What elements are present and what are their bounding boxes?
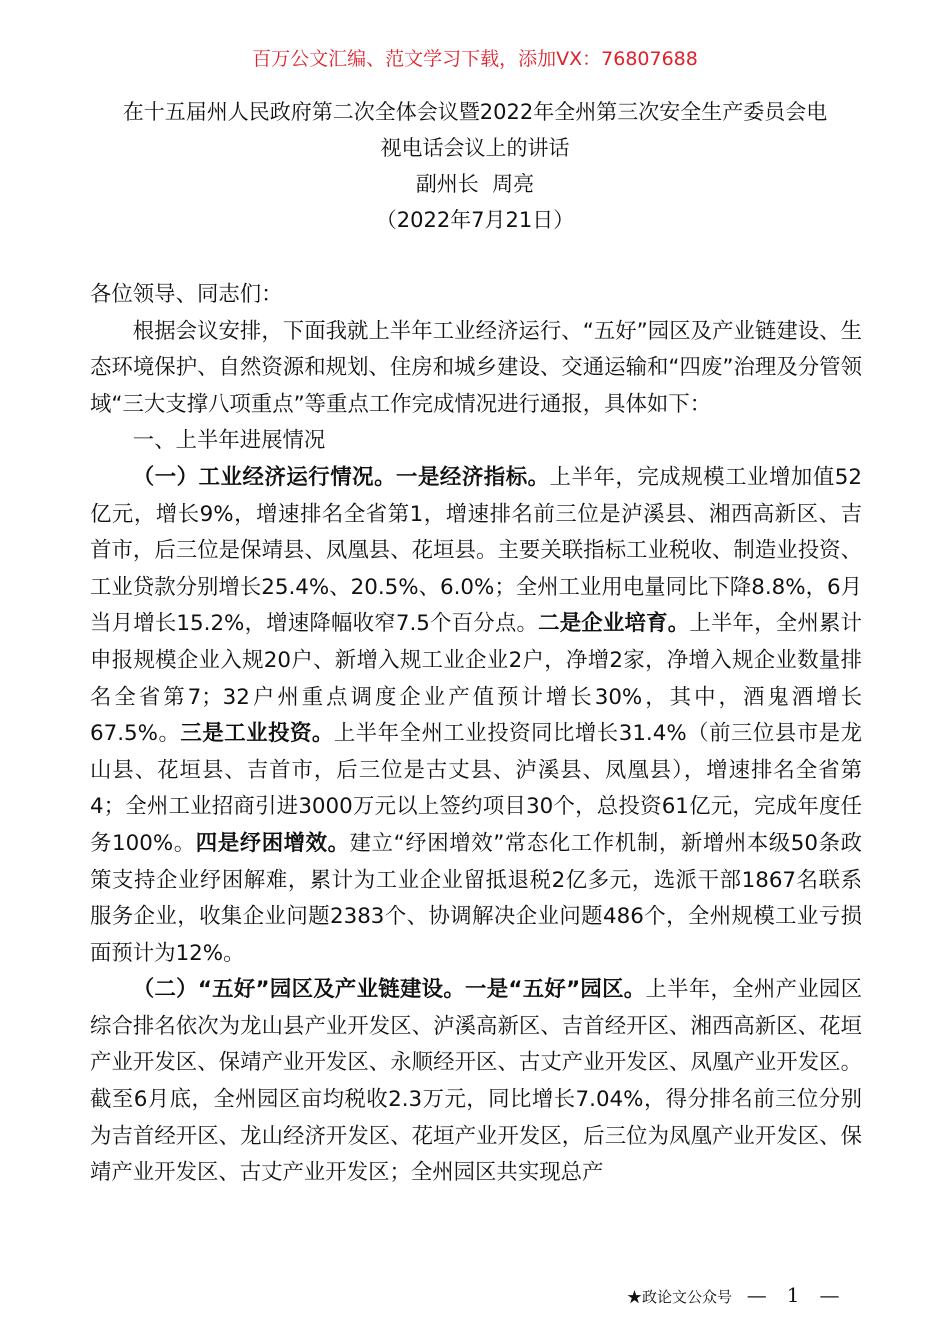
- page-number: 1: [786, 1283, 800, 1307]
- title-line-2: 视电话会议上的讲话: [380, 136, 570, 160]
- title-line-1: 在十五届州人民政府第二次全体会议暨2022年全州第三次安全生产委员会电: [122, 100, 828, 124]
- document-body: [90, 277, 862, 1192]
- intro-paragraph: 根据会议安排，下面我就上半年工业经济运行、“五好”园区及产业链建设、生态环境保护、自然资源和规划、住房和城乡建设、交通运输和“四废”治理及分管领域“三大支撑八项重点”等重点工作完成情况进行通报，具体如下：: [90, 318, 862, 417]
- bold-lead: 四是纾困增效。: [195, 830, 350, 856]
- dash-right: —: [819, 1283, 840, 1307]
- page-footer: [627, 1283, 850, 1307]
- paragraph-text: 上半年，全州产业园区综合排名依次为龙山县产业开发区、泸溪高新区、吉首经开区、湘西高新区、花垣产业开发区、保靖产业开发区、永顺经开区、古丈产业开发区、凤凰产业开发区。截至6月底，全州园区亩均税收2.3万元，同比增长7.04%，得分排名前三位分别为吉首经开区、龙山经济开发区、花垣产业开发区，后三位为凤凰产业开发区、保靖产业开发区、古丈产业开发区；全州园区共实现总产: [90, 977, 862, 1186]
- bold-lead: （二）“五好”园区及产业链建设。一是“五好”园区。: [132, 977, 646, 1003]
- paragraph-text: 上半年全州工业投资同比增长31.4%（前三位县市是龙山县、花垣县、吉首市，后三位是古丈县、泸溪县、凤凰县），增速排名全省第4；全州工业招商引进3000万元以上签约项目30个，总投资61亿元，完成年度任务100%。: [90, 721, 862, 856]
- salutation: 各位领导、同志们：: [90, 282, 283, 307]
- watermark-banner: 百万公文汇编、范文学习下载，添加VX：76807688: [252, 48, 698, 70]
- paragraph-text: 建立“纾困增效”常态化工作机制，新增州本级50条政策支持企业纾困解难，累计为工业企业留抵退税2亿多元，选派干部1867名联系服务企业，收集企业问题2383个、协调解决企业问题486个，全州规模工业亏损面预计为12%。: [90, 830, 862, 966]
- footer-source: ★政论文公众号: [627, 1288, 733, 1306]
- bold-lead: （一）工业经济运行情况。一是经济指标。: [132, 464, 550, 490]
- paragraph-text: 上半年，全州累计申报规模企业入规20户、新增入规工业企业2户，净增2家，净增入规企业数量排名全省第7；32户州重点调度企业产值预计增长30%，其中，酒鬼酒增长67.5%。: [90, 611, 862, 747]
- document-title-block: [80, 94, 870, 238]
- paragraph-industrial-economy: [90, 460, 862, 972]
- dash-left: —: [746, 1283, 767, 1307]
- section-heading: 一、上半年进展情况: [132, 428, 326, 454]
- speech-date: （2022年7月21日）: [375, 208, 575, 232]
- bold-lead: 三是工业投资。: [180, 721, 334, 747]
- paragraph-industrial-parks: [90, 972, 862, 1192]
- bold-lead: 二是企业培育。: [538, 611, 690, 637]
- paragraph-text: 上半年，完成规模工业增加值52亿元，增长9%，增速排名全省第1，增速排名前三位是泸溪县、湘西高新区、吉首市，后三位是保靖县、凤凰县、花垣县。主要关联指标工业税收、制造业投资、工业贷款分别增长25.4%、20.5%、6.0%；全州工业用电量同比下降8.8%，6月当月增长15.2%，增速降幅收窄7.5个百分点。: [90, 464, 862, 637]
- speaker: 副州长 周亮: [415, 172, 535, 196]
